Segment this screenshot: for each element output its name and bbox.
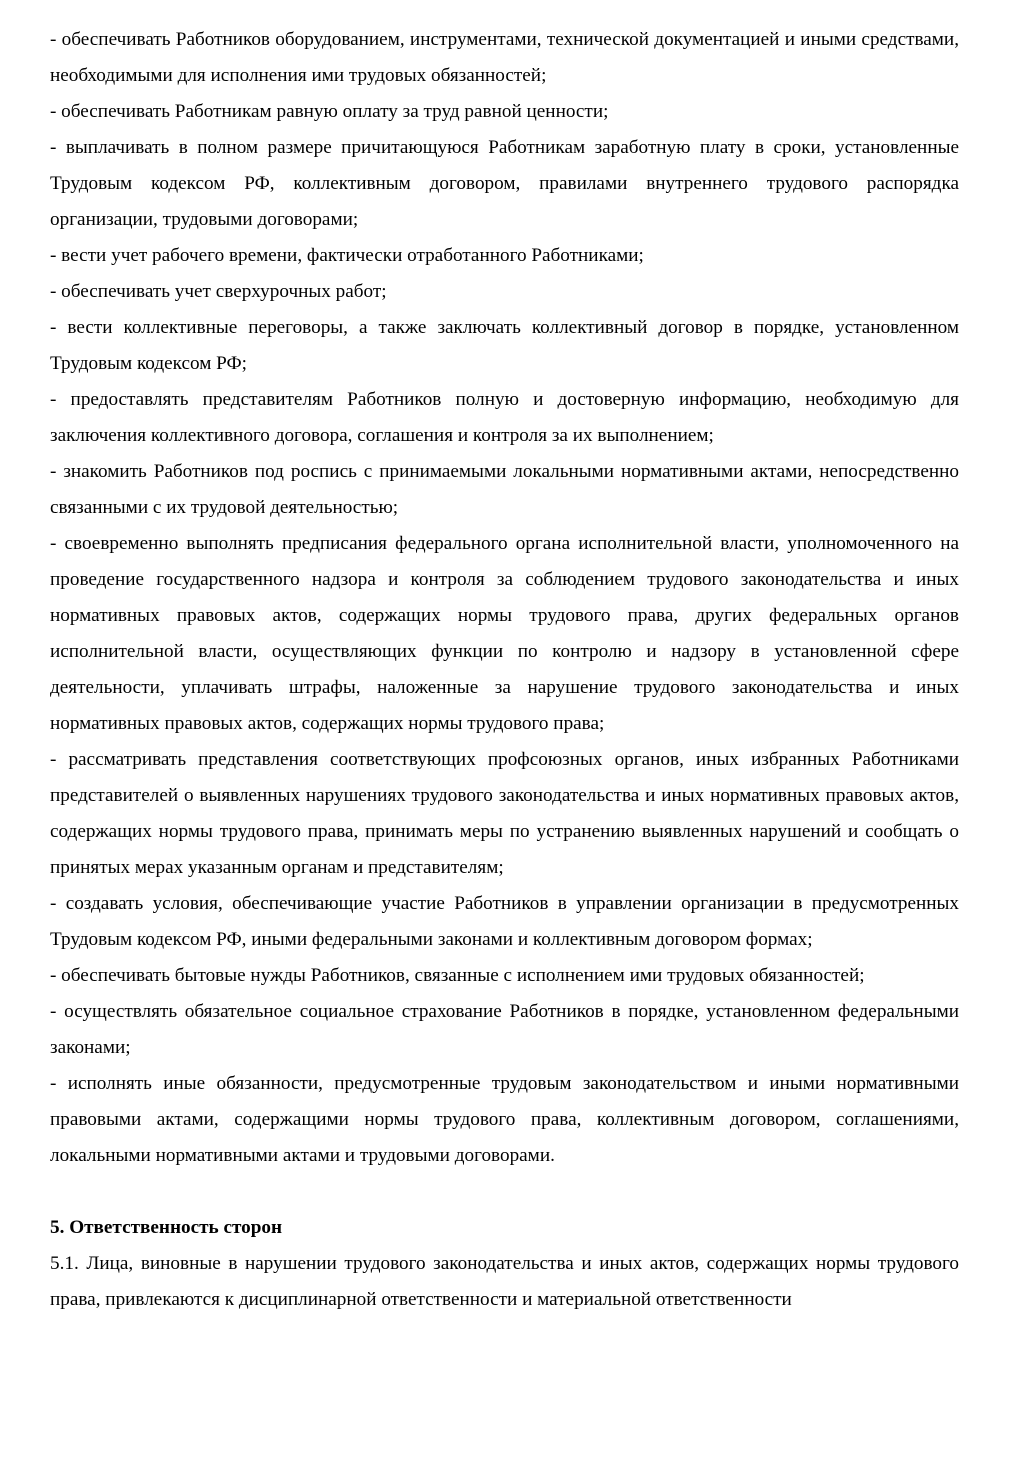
section-spacer bbox=[50, 1174, 959, 1210]
obligation-item: - знакомить Работников под роспись с принимаемыми локальными нормативными актами, непосредственно связанными с их трудовой деятельностью; bbox=[50, 461, 959, 518]
section-heading: 5. Ответственность сторон bbox=[50, 1217, 283, 1238]
obligation-item: - создавать условия, обеспечивающие участие Работников в управлении организации в предусмотренных Трудовым кодексом РФ, иными федеральными законами и коллективным договором формах; bbox=[50, 893, 959, 950]
obligation-item: - обеспечивать учет сверхурочных работ; bbox=[50, 281, 387, 302]
obligation-item: - исполнять иные обязанности, предусмотренные трудовым законодательством и иными нормативными правовыми актами, содержащими нормы трудового права, коллективным договором, соглашениями, локальными нормативными актами и трудовыми договорами. bbox=[50, 1073, 959, 1166]
obligation-item: - вести учет рабочего времени, фактически отработанного Работниками; bbox=[50, 245, 644, 266]
obligation-item: - рассматривать представления соответствующих профсоюзных органов, иных избранных Работниками представителей о выявленных нарушениях трудового законодательства и иных нормативных правовых актов, содержащих нормы трудового права, принимать меры по устранению выявленных нарушений и сообщать о принятых мерах указанным органам и представителям; bbox=[50, 749, 959, 878]
clause-5-1: 5.1. Лица, виновные в нарушении трудового законодательства и иных актов, содержащих нормы трудового права, привлекаются к дисциплинарной ответственности и материальной ответственности bbox=[50, 1253, 959, 1310]
obligation-item: - своевременно выполнять предписания федерального органа исполнительной власти, уполномоченного на проведение государственного надзора и контроля за соблюдением трудового законодательства и иных нормативных правовых актов, содержащих нормы трудового права, других федеральных органов исполнительной власти, осуществляющих функции по контролю и надзору в установленной сфере деятельности, уплачивать штрафы, наложенные за нарушение трудового законодательства и иных нормативных правовых актов, содержащих нормы трудового права; bbox=[50, 533, 959, 734]
obligation-item: - обеспечивать Работникам равную оплату за труд равной ценности; bbox=[50, 101, 609, 122]
obligation-item: - обеспечивать Работников оборудованием, инструментами, технической документацией и иными средствами, необходимыми для исполнения ими трудовых обязанностей; bbox=[50, 29, 959, 86]
obligation-item: - осуществлять обязательное социальное страхование Работников в порядке, установленном федеральными законами; bbox=[50, 1001, 959, 1058]
obligation-item: - выплачивать в полном размере причитающуюся Работникам заработную плату в сроки, установленные Трудовым кодексом РФ, коллективным договором, правилами внутреннего трудового распорядка организации, трудовыми договорами; bbox=[50, 137, 959, 230]
obligation-item: - вести коллективные переговоры, а также заключать коллективный договор в порядке, установленном Трудовым кодексом РФ; bbox=[50, 317, 959, 374]
obligation-item: - предоставлять представителям Работников полную и достоверную информацию, необходимую для заключения коллективного договора, соглашения и контроля за их выполнением; bbox=[50, 389, 959, 446]
obligation-item: - обеспечивать бытовые нужды Работников, связанные с исполнением ими трудовых обязанностей; bbox=[50, 965, 865, 986]
